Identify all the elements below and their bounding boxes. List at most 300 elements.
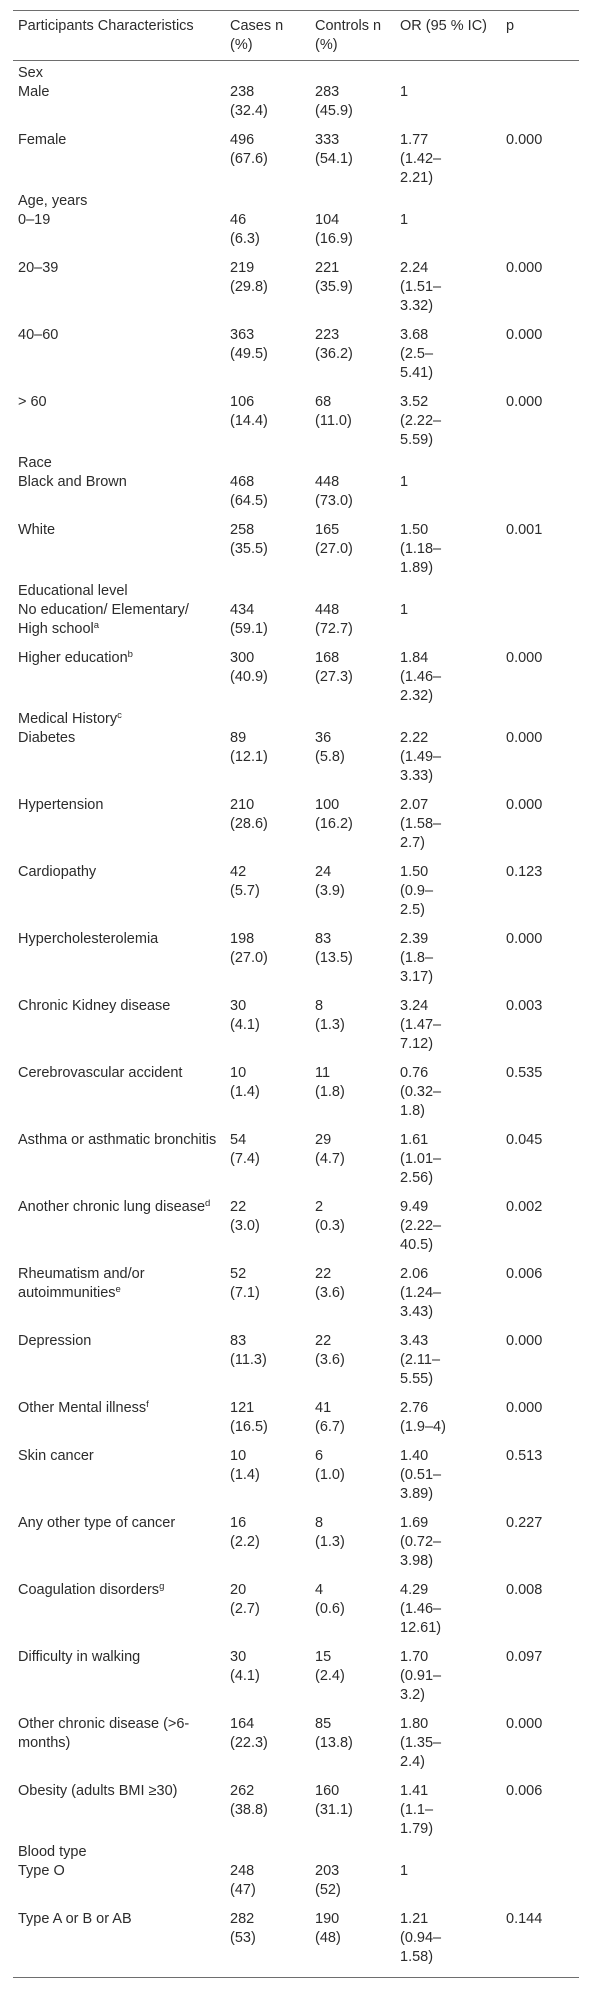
- cases-value: 121: [230, 1400, 255, 1416]
- p-value-cell: [501, 1862, 579, 1910]
- controls-value: 223: [315, 327, 340, 343]
- controls-value: (36.2): [315, 346, 353, 362]
- odds-ratio-value: 5.55): [400, 1371, 434, 1387]
- controls-value: (3.6): [315, 1285, 345, 1301]
- odds-ratio-value: 2.06: [400, 1266, 429, 1282]
- odds-ratio-value: 2.22: [400, 730, 429, 746]
- group-row: [13, 582, 579, 601]
- odds-ratio-value: 1.50: [400, 864, 429, 880]
- odds-ratio-cell: [395, 1862, 501, 1910]
- odds-ratio-value: 1.58): [400, 1949, 434, 1965]
- controls-cell: [310, 393, 395, 454]
- p-value: 0.003: [506, 998, 543, 1014]
- characteristic-label: Other Mental illness: [18, 1400, 147, 1416]
- characteristic-label: Asthma or asthmatic bronchitis: [18, 1132, 217, 1148]
- odds-ratio-cell: [395, 1131, 501, 1198]
- cases-cell: [225, 1198, 310, 1265]
- odds-ratio-value: 2.21): [400, 170, 434, 186]
- characteristic-cell: [13, 473, 225, 521]
- table-row: [13, 1581, 579, 1648]
- cases-value: 468: [230, 474, 255, 490]
- table-row: [13, 601, 579, 649]
- controls-value: (1.3): [315, 1017, 345, 1033]
- cases-value: 258: [230, 522, 255, 538]
- odds-ratio-value: 1.61: [400, 1132, 429, 1148]
- p-value: 0.513: [506, 1448, 543, 1464]
- characteristic-cell: [13, 1332, 225, 1399]
- cases-value: 22: [230, 1199, 247, 1215]
- characteristic-cell: [13, 1648, 225, 1715]
- cases-value: 262: [230, 1783, 255, 1799]
- odds-ratio-value: 1: [400, 602, 409, 618]
- controls-value: (6.7): [315, 1419, 345, 1435]
- controls-value: (54.1): [315, 151, 353, 167]
- cases-cell: [225, 326, 310, 393]
- cases-value: 238: [230, 84, 255, 100]
- cases-cell: [225, 1064, 310, 1131]
- p-value: 0.000: [506, 931, 543, 947]
- header-controls: Controls n (%): [315, 18, 382, 53]
- footnote-marker: d: [205, 1198, 211, 1209]
- cases-cell: [225, 1648, 310, 1715]
- group-label-cell: [13, 710, 579, 729]
- cases-value: (2.7): [230, 1601, 260, 1617]
- odds-ratio-value: 40.5): [400, 1237, 434, 1253]
- characteristic-label: No education/ Elementary/ High school: [18, 602, 189, 637]
- cases-value: (14.4): [230, 413, 268, 429]
- characteristic-cell: [13, 1715, 225, 1782]
- odds-ratio-cell: [395, 326, 501, 393]
- controls-value: 333: [315, 132, 340, 148]
- characteristic-cell: [13, 326, 225, 393]
- characteristic-label: Difficulty in walking: [18, 1649, 141, 1665]
- characteristic-cell: [13, 1064, 225, 1131]
- characteristic-label: Type O: [18, 1863, 65, 1879]
- cases-value: (32.4): [230, 103, 268, 119]
- odds-ratio-cell: [395, 473, 501, 521]
- cases-value: 300: [230, 650, 255, 666]
- odds-ratio-cell: [395, 1265, 501, 1332]
- p-value-cell: [501, 1447, 579, 1514]
- table-row: [13, 796, 579, 863]
- controls-cell: [310, 729, 395, 796]
- controls-value: (48): [315, 1930, 341, 1946]
- odds-ratio-value: 3.43: [400, 1333, 429, 1349]
- group-label: Blood type: [18, 1844, 87, 1860]
- characteristic-label: Higher education: [18, 650, 128, 666]
- cases-value: (28.6): [230, 816, 268, 832]
- odds-ratio-value: (1.49–: [400, 749, 442, 765]
- cases-value: 46: [230, 212, 247, 228]
- cases-value: 363: [230, 327, 255, 343]
- characteristic-cell: [13, 211, 225, 259]
- controls-value: 221: [315, 260, 340, 276]
- group-label-cell: [13, 454, 579, 473]
- p-value-cell: [501, 1782, 579, 1843]
- cases-value: 198: [230, 931, 255, 947]
- controls-cell: [310, 863, 395, 930]
- controls-value: 448: [315, 602, 340, 618]
- odds-ratio-cell: [395, 1581, 501, 1648]
- characteristic-cell: [13, 1514, 225, 1581]
- group-label: Sex: [18, 65, 43, 81]
- odds-ratio-value: (1.8–: [400, 950, 434, 966]
- odds-ratio-value: 3.24: [400, 998, 429, 1014]
- p-value: 0.000: [506, 260, 543, 276]
- cases-value: 106: [230, 394, 255, 410]
- footnote-marker: c: [117, 710, 122, 721]
- cases-value: 164: [230, 1716, 255, 1732]
- controls-value: 11: [315, 1065, 331, 1081]
- cases-value: (4.1): [230, 1668, 260, 1684]
- controls-value: (4.7): [315, 1151, 345, 1167]
- odds-ratio-value: 3.32): [400, 298, 434, 314]
- controls-value: (27.3): [315, 669, 353, 685]
- cases-value: 248: [230, 1863, 255, 1879]
- odds-ratio-value: 3.98): [400, 1553, 434, 1569]
- controls-cell: [310, 1265, 395, 1332]
- controls-value: (27.0): [315, 541, 353, 557]
- group-row: [13, 454, 579, 473]
- cases-cell: [225, 393, 310, 454]
- controls-cell: [310, 1581, 395, 1648]
- odds-ratio-value: (0.94–: [400, 1930, 442, 1946]
- controls-value: 6: [315, 1448, 324, 1464]
- controls-value: 190: [315, 1911, 340, 1927]
- characteristic-label: Hypertension: [18, 797, 104, 813]
- cases-value: (6.3): [230, 231, 260, 247]
- odds-ratio-value: 3.89): [400, 1486, 434, 1502]
- controls-cell: [310, 1332, 395, 1399]
- odds-ratio-value: 2.76: [400, 1400, 429, 1416]
- odds-ratio-cell: [395, 259, 501, 326]
- odds-ratio-cell: [395, 1648, 501, 1715]
- controls-value: (52): [315, 1882, 341, 1898]
- table-row: [13, 326, 579, 393]
- odds-ratio-value: (0.32–: [400, 1084, 442, 1100]
- controls-cell: [310, 649, 395, 710]
- p-value-cell: [501, 1332, 579, 1399]
- odds-ratio-value: 3.68: [400, 327, 429, 343]
- controls-value: (3.9): [315, 883, 345, 899]
- controls-value: 24: [315, 864, 332, 880]
- p-value-cell: [501, 1131, 579, 1198]
- odds-ratio-value: 1: [400, 474, 409, 490]
- odds-ratio-value: (1.46–: [400, 669, 442, 685]
- p-value: 0.000: [506, 1400, 543, 1416]
- controls-value: 8: [315, 998, 324, 1014]
- controls-value: (16.2): [315, 816, 353, 832]
- characteristic-label: Another chronic lung disease: [18, 1199, 206, 1215]
- cases-value: (1.4): [230, 1084, 260, 1100]
- cases-value: (47): [230, 1882, 256, 1898]
- p-value: 0.000: [506, 797, 543, 813]
- cases-cell: [225, 259, 310, 326]
- cases-value: (4.1): [230, 1017, 260, 1033]
- odds-ratio-cell: [395, 1782, 501, 1843]
- p-value: 0.045: [506, 1132, 543, 1148]
- footnote-marker: f: [146, 1399, 149, 1410]
- odds-ratio-value: 3.17): [400, 969, 434, 985]
- odds-ratio-cell: [395, 1514, 501, 1581]
- odds-ratio-value: (2.11–: [400, 1352, 441, 1368]
- odds-ratio-value: (1.58–: [400, 816, 442, 832]
- cases-value: 496: [230, 132, 255, 148]
- cases-cell: [225, 1862, 310, 1910]
- characteristic-cell: [13, 1447, 225, 1514]
- p-value: 0.000: [506, 132, 543, 148]
- controls-value: 104: [315, 212, 340, 228]
- characteristic-cell: [13, 863, 225, 930]
- p-value: 0.006: [506, 1783, 543, 1799]
- controls-value: 68: [315, 394, 332, 410]
- cases-value: (16.5): [230, 1419, 268, 1435]
- cases-value: (67.6): [230, 151, 268, 167]
- p-value-cell: [501, 1514, 579, 1581]
- odds-ratio-value: 1.70: [400, 1649, 429, 1665]
- group-label-cell: [13, 1843, 579, 1862]
- characteristic-cell: [13, 997, 225, 1064]
- p-value: 0.000: [506, 394, 543, 410]
- odds-ratio-cell: [395, 729, 501, 796]
- cases-value: 210: [230, 797, 255, 813]
- p-value-cell: [501, 473, 579, 521]
- characteristic-label: Female: [18, 132, 67, 148]
- p-value-cell: [501, 863, 579, 930]
- characteristic-label: Rheumatism and/or autoimmunities: [18, 1266, 145, 1301]
- p-value-cell: [501, 930, 579, 997]
- controls-cell: [310, 131, 395, 192]
- controls-value: (0.6): [315, 1601, 345, 1617]
- odds-ratio-value: 2.32): [400, 688, 434, 704]
- odds-ratio-value: (0.91–: [400, 1668, 442, 1684]
- p-value: 0.144: [506, 1911, 543, 1927]
- cases-cell: [225, 473, 310, 521]
- cases-value: (64.5): [230, 493, 268, 509]
- cases-cell: [225, 863, 310, 930]
- odds-ratio-value: 9.49: [400, 1199, 429, 1215]
- controls-value: 15: [315, 1649, 332, 1665]
- controls-value: (0.3): [315, 1218, 345, 1234]
- controls-value: 168: [315, 650, 340, 666]
- cases-value: 10: [230, 1065, 247, 1081]
- odds-ratio-value: (1.42–: [400, 151, 442, 167]
- odds-ratio-value: 1: [400, 1863, 409, 1879]
- group-label: Age, years: [18, 193, 88, 209]
- odds-ratio-value: 7.12): [400, 1036, 434, 1052]
- cases-cell: [225, 649, 310, 710]
- table-row: [13, 1648, 579, 1715]
- controls-value: (72.7): [315, 621, 353, 637]
- p-value-cell: [501, 211, 579, 259]
- p-value: 0.123: [506, 864, 543, 880]
- p-value: 0.008: [506, 1582, 543, 1598]
- odds-ratio-cell: [395, 521, 501, 582]
- odds-ratio-value: (0.72–: [400, 1534, 442, 1550]
- table-row: [13, 521, 579, 582]
- controls-value: 85: [315, 1716, 332, 1732]
- odds-ratio-value: (0.51–: [400, 1467, 442, 1483]
- controls-cell: [310, 1782, 395, 1843]
- odds-ratio-value: (1.51–: [400, 279, 442, 295]
- odds-ratio-value: 1.41: [400, 1783, 429, 1799]
- odds-ratio-value: 2.5): [400, 902, 425, 918]
- cases-cell: [225, 729, 310, 796]
- odds-ratio-cell: [395, 211, 501, 259]
- odds-ratio-value: 2.4): [400, 1754, 425, 1770]
- table-row: [13, 649, 579, 710]
- controls-cell: [310, 1862, 395, 1910]
- controls-value: 8: [315, 1515, 324, 1531]
- cases-value: 20: [230, 1582, 247, 1598]
- cases-value: (35.5): [230, 541, 268, 557]
- controls-value: (45.9): [315, 103, 353, 119]
- header-characteristics: Participants Characteristics: [18, 18, 194, 34]
- characteristic-label: Other chronic disease (>6-months): [18, 1716, 190, 1751]
- cases-value: (40.9): [230, 669, 268, 685]
- p-value: 0.000: [506, 650, 543, 666]
- p-value-cell: [501, 1064, 579, 1131]
- odds-ratio-value: (0.9–: [400, 883, 434, 899]
- odds-ratio-value: 2.39: [400, 931, 429, 947]
- odds-ratio-value: (1.18–: [400, 541, 442, 557]
- p-value-cell: [501, 1910, 579, 1978]
- controls-cell: [310, 211, 395, 259]
- controls-value: 22: [315, 1333, 332, 1349]
- cases-cell: [225, 131, 310, 192]
- controls-value: (1.0): [315, 1467, 345, 1483]
- characteristic-label: Black and Brown: [18, 474, 127, 490]
- characteristic-cell: [13, 393, 225, 454]
- controls-value: (5.8): [315, 749, 345, 765]
- group-label: Race: [18, 455, 52, 471]
- controls-cell: [310, 1648, 395, 1715]
- table-row: [13, 473, 579, 521]
- characteristic-label: Male: [18, 84, 50, 100]
- cases-cell: [225, 997, 310, 1064]
- table-row: [13, 1131, 579, 1198]
- table-row: [13, 1782, 579, 1843]
- odds-ratio-cell: [395, 1332, 501, 1399]
- controls-value: 283: [315, 84, 340, 100]
- controls-value: 165: [315, 522, 340, 538]
- odds-ratio-cell: [395, 393, 501, 454]
- odds-ratio-value: 3.33): [400, 768, 434, 784]
- odds-ratio-cell: [395, 601, 501, 649]
- p-value: 0.000: [506, 327, 543, 343]
- odds-ratio-cell: [395, 796, 501, 863]
- odds-ratio-value: 1.89): [400, 560, 434, 576]
- cases-cell: [225, 1265, 310, 1332]
- cases-cell: [225, 930, 310, 997]
- odds-ratio-cell: [395, 1910, 501, 1978]
- table-header: [13, 11, 579, 61]
- odds-ratio-cell: [395, 930, 501, 997]
- controls-value: 100: [315, 797, 340, 813]
- table-row: [13, 1399, 579, 1447]
- odds-ratio-value: 2.56): [400, 1170, 434, 1186]
- footnote-marker: b: [127, 649, 133, 660]
- cases-cell: [225, 1910, 310, 1978]
- header-cases: Cases n (%): [230, 18, 284, 53]
- odds-ratio-value: 3.43): [400, 1304, 434, 1320]
- controls-value: 41: [315, 1400, 332, 1416]
- cases-value: 30: [230, 998, 247, 1014]
- p-value: 0.227: [506, 1515, 543, 1531]
- p-value-cell: [501, 393, 579, 454]
- controls-cell: [310, 1514, 395, 1581]
- odds-ratio-cell: [395, 649, 501, 710]
- controls-cell: [310, 83, 395, 131]
- odds-ratio-value: 2.7): [400, 835, 425, 851]
- header-odds-ratio: OR (95 % IC): [400, 18, 488, 34]
- characteristic-label: 20–39: [18, 260, 59, 276]
- odds-ratio-value: 3.52: [400, 394, 429, 410]
- cases-cell: [225, 1332, 310, 1399]
- controls-value: (3.6): [315, 1352, 345, 1368]
- characteristic-cell: [13, 930, 225, 997]
- table-row: [13, 1447, 579, 1514]
- characteristic-cell: [13, 1198, 225, 1265]
- characteristic-cell: [13, 1265, 225, 1332]
- footnote-marker: a: [93, 620, 100, 631]
- odds-ratio-value: (1.9–4): [400, 1419, 446, 1435]
- controls-value: 22: [315, 1266, 332, 1282]
- group-row: [13, 710, 579, 729]
- odds-ratio-value: 0.76: [400, 1065, 429, 1081]
- p-value-cell: [501, 1399, 579, 1447]
- characteristic-cell: [13, 649, 225, 710]
- group-label: Educational level: [18, 583, 128, 599]
- p-value-cell: [501, 1648, 579, 1715]
- p-value-cell: [501, 259, 579, 326]
- odds-ratio-cell: [395, 863, 501, 930]
- controls-cell: [310, 601, 395, 649]
- odds-ratio-value: 4.29: [400, 1582, 429, 1598]
- cases-value: 219: [230, 260, 255, 276]
- odds-ratio-value: 1.8): [400, 1103, 425, 1119]
- odds-ratio-value: (1.1–: [400, 1802, 434, 1818]
- cases-value: (11.3): [230, 1352, 267, 1368]
- table-row: [13, 1198, 579, 1265]
- cases-value: 30: [230, 1649, 247, 1665]
- p-value-cell: [501, 649, 579, 710]
- controls-value: (16.9): [315, 231, 353, 247]
- p-value: 0.097: [506, 1649, 543, 1665]
- cases-cell: [225, 601, 310, 649]
- controls-cell: [310, 1910, 395, 1978]
- controls-cell: [310, 1131, 395, 1198]
- p-value-cell: [501, 796, 579, 863]
- controls-value: (1.3): [315, 1534, 345, 1550]
- controls-value: (2.4): [315, 1668, 345, 1684]
- table-row: [13, 1265, 579, 1332]
- odds-ratio-cell: [395, 131, 501, 192]
- odds-ratio-cell: [395, 1064, 501, 1131]
- characteristic-cell: [13, 521, 225, 582]
- characteristic-cell: [13, 1581, 225, 1648]
- p-value-cell: [501, 1581, 579, 1648]
- p-value-cell: [501, 997, 579, 1064]
- odds-ratio-value: 1.40: [400, 1448, 429, 1464]
- controls-cell: [310, 997, 395, 1064]
- cases-cell: [225, 796, 310, 863]
- characteristic-cell: [13, 729, 225, 796]
- odds-ratio-value: 3.2): [400, 1687, 425, 1703]
- controls-value: 29: [315, 1132, 332, 1148]
- table-row: [13, 83, 579, 131]
- characteristic-cell: [13, 83, 225, 131]
